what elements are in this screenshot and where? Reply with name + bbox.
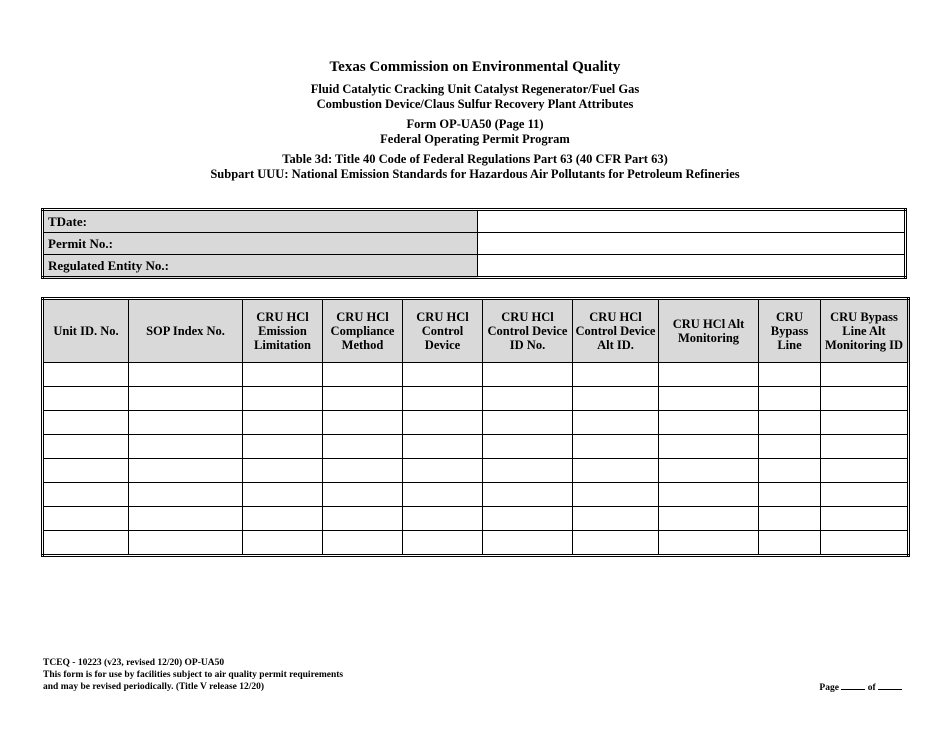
form-number: Form OP-UA50 (Page 11): [406, 117, 544, 131]
footer-note-1: This form is for use by facilities subject to air quality permit requirements: [43, 670, 344, 680]
table-cell[interactable]: [43, 387, 129, 411]
table-cell[interactable]: [323, 411, 403, 435]
table-cell[interactable]: [43, 531, 129, 556]
table-cell[interactable]: [129, 459, 243, 483]
table-cell[interactable]: [759, 411, 821, 435]
table-cell[interactable]: [483, 411, 573, 435]
table-cell[interactable]: [243, 507, 323, 531]
table-cell[interactable]: [821, 435, 909, 459]
table-cell[interactable]: [403, 363, 483, 387]
col-header-bypass-alt-monitoring-id: CRU Bypass Line Alt Monitoring ID: [821, 299, 909, 363]
info-row-date: [43, 210, 906, 233]
table-cell[interactable]: [243, 531, 323, 556]
form-revision: TCEQ - 10223 (v23, revised 12/20) OP-UA50: [43, 658, 225, 668]
table-cell[interactable]: [483, 459, 573, 483]
page-total-field[interactable]: [878, 680, 902, 690]
table-cell[interactable]: [759, 507, 821, 531]
table-row: [43, 483, 909, 507]
table-cell[interactable]: [659, 435, 759, 459]
table-cell[interactable]: [573, 531, 659, 556]
table-cell[interactable]: [323, 387, 403, 411]
table-cell[interactable]: [403, 435, 483, 459]
table-cell[interactable]: [759, 459, 821, 483]
page-number-field[interactable]: [841, 680, 865, 690]
form-title-line-1: Fluid Catalytic Cracking Unit Catalyst Regenerator/Fuel Gas: [310, 82, 640, 96]
page-label: Page: [819, 683, 839, 693]
col-header-alt-monitoring: CRU HCl Alt Monitoring: [659, 299, 759, 363]
table-cell[interactable]: [659, 531, 759, 556]
table-cell[interactable]: [573, 507, 659, 531]
table-cell[interactable]: [403, 483, 483, 507]
table-title-line-1: Table 3d: Title 40 Code of Federal Regulations Part 63 (40 CFR Part 63): [282, 152, 668, 166]
table-body: [43, 363, 909, 556]
table-cell[interactable]: [323, 363, 403, 387]
table-cell[interactable]: [759, 387, 821, 411]
table-cell[interactable]: [483, 387, 573, 411]
permit-number-label: Permit No.:: [43, 233, 478, 255]
table-cell[interactable]: [821, 531, 909, 556]
table-cell[interactable]: [243, 411, 323, 435]
permit-info-table: [41, 208, 907, 279]
table-cell[interactable]: [323, 459, 403, 483]
table-cell[interactable]: [403, 459, 483, 483]
table-row: [43, 411, 909, 435]
table-cell[interactable]: [43, 435, 129, 459]
table-cell[interactable]: [821, 411, 909, 435]
table-cell[interactable]: [403, 507, 483, 531]
table-cell[interactable]: [129, 387, 243, 411]
table-row: [43, 507, 909, 531]
regulated-entity-label: Regulated Entity No.:: [43, 255, 478, 278]
table-cell[interactable]: [323, 435, 403, 459]
table-cell[interactable]: [659, 483, 759, 507]
table-row: [43, 435, 909, 459]
table-cell[interactable]: [129, 363, 243, 387]
col-header-control-device: CRU HCl Control Device: [403, 299, 483, 363]
table-row: [43, 363, 909, 387]
table-cell[interactable]: [43, 483, 129, 507]
col-header-unit-id: Unit ID. No.: [43, 299, 129, 363]
attributes-table: [41, 297, 910, 557]
table-cell[interactable]: [243, 435, 323, 459]
table-cell[interactable]: [483, 363, 573, 387]
table-cell[interactable]: [403, 531, 483, 556]
table-cell[interactable]: [403, 387, 483, 411]
table-cell[interactable]: [759, 435, 821, 459]
table-title-line-2: Subpart UUU: National Emission Standards for Hazardous Air Pollutants for Petroleum Refineries: [210, 167, 740, 181]
table-cell[interactable]: [759, 483, 821, 507]
col-header-compliance-method: CRU HCl Compliance Method: [323, 299, 403, 363]
table-cell[interactable]: [483, 435, 573, 459]
col-header-control-device-alt-id: CRU HCl Control Device Alt ID.: [573, 299, 659, 363]
table-cell[interactable]: [129, 435, 243, 459]
table-cell[interactable]: [129, 507, 243, 531]
regulated-entity-field[interactable]: [478, 255, 906, 278]
table-cell[interactable]: [323, 507, 403, 531]
table-cell[interactable]: [129, 531, 243, 556]
table-cell[interactable]: [243, 483, 323, 507]
table-cell[interactable]: [659, 363, 759, 387]
table-cell[interactable]: [759, 363, 821, 387]
date-field[interactable]: [478, 210, 906, 233]
form-title-line-2: Combustion Device/Claus Sulfur Recovery Plant Attributes: [316, 97, 634, 111]
form-header: [0, 59, 950, 182]
form-footer: [43, 657, 343, 693]
table-cell[interactable]: [659, 507, 759, 531]
table-cell[interactable]: [659, 387, 759, 411]
footer-note-2: and may be revised periodically. (Title V release 12/20): [43, 682, 265, 692]
info-row-permit: [43, 233, 906, 255]
table-row: [43, 531, 909, 556]
table-cell[interactable]: [821, 387, 909, 411]
table-row: [43, 459, 909, 483]
table-cell[interactable]: [659, 459, 759, 483]
table-cell[interactable]: [323, 531, 403, 556]
program-name: Federal Operating Permit Program: [380, 132, 570, 146]
col-header-sop-index: SOP Index No.: [129, 299, 243, 363]
col-header-bypass-line: CRU Bypass Line: [759, 299, 821, 363]
table-cell[interactable]: [759, 531, 821, 556]
table-row: [43, 387, 909, 411]
table-cell[interactable]: [323, 483, 403, 507]
table-cell[interactable]: [403, 411, 483, 435]
agency-name: Texas Commission on Environmental Quality: [329, 59, 621, 75]
table-cell[interactable]: [43, 507, 129, 531]
table-cell[interactable]: [243, 363, 323, 387]
date-label: TDate:: [43, 210, 478, 233]
table-cell[interactable]: [573, 411, 659, 435]
table-cell[interactable]: [243, 387, 323, 411]
table-cell[interactable]: [821, 507, 909, 531]
of-label: of: [867, 683, 876, 693]
col-header-emission-limitation: CRU HCl Emission Limitation: [243, 299, 323, 363]
table-cell[interactable]: [573, 387, 659, 411]
table-cell[interactable]: [129, 411, 243, 435]
permit-number-field[interactable]: [478, 233, 906, 255]
table-cell[interactable]: [129, 483, 243, 507]
table-cell[interactable]: [821, 459, 909, 483]
table-cell[interactable]: [243, 459, 323, 483]
table-cell[interactable]: [573, 459, 659, 483]
table-cell[interactable]: [43, 363, 129, 387]
table-cell[interactable]: [483, 531, 573, 556]
table-cell[interactable]: [483, 507, 573, 531]
table-cell[interactable]: [659, 411, 759, 435]
info-row-entity: [43, 255, 906, 278]
table-cell[interactable]: [573, 483, 659, 507]
col-header-control-device-id: CRU HCl Control Device ID No.: [483, 299, 573, 363]
table-cell[interactable]: [821, 483, 909, 507]
table-header-row: [43, 299, 909, 363]
table-cell[interactable]: [483, 483, 573, 507]
table-cell[interactable]: [573, 363, 659, 387]
table-cell[interactable]: [821, 363, 909, 387]
table-cell[interactable]: [43, 459, 129, 483]
table-cell[interactable]: [573, 435, 659, 459]
table-cell[interactable]: [43, 411, 129, 435]
page-number: [819, 680, 902, 693]
